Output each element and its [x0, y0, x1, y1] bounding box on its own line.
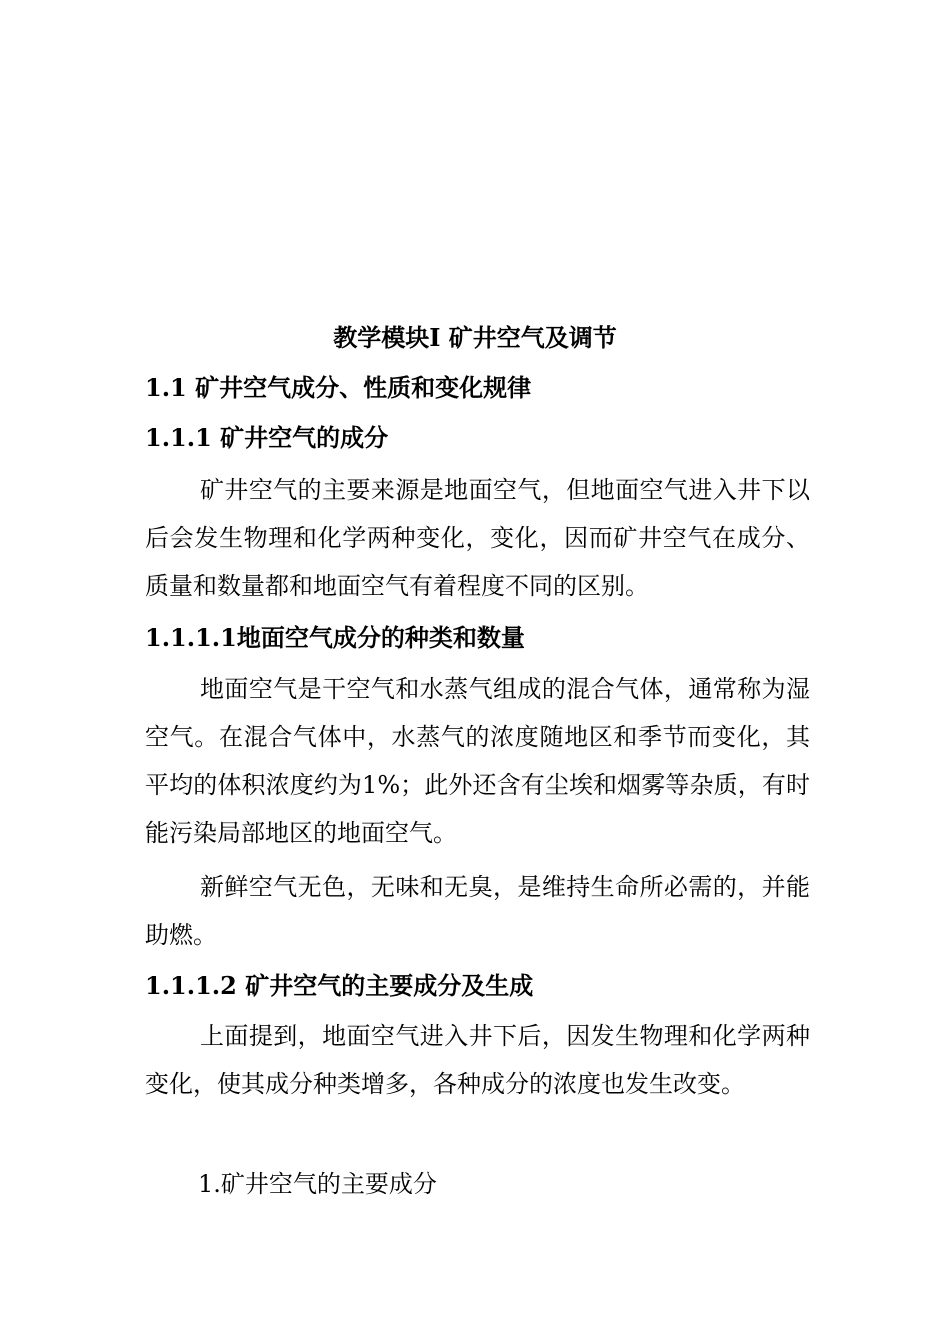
paragraph-4: 上面提到，地面空气进入井下后，因发生物理和化学两种变化，使其成分种类增多，各种成分的浓度也发生改变。: [145, 1022, 810, 1098]
section-heading-1-1: 1.1 矿井空气成分、性质和变化规律: [145, 373, 532, 402]
section-heading-1-1-1: 1.1.1 矿井空气的成分: [145, 423, 389, 452]
module-title: 教学模块Ⅰ 矿井空气及调节: [333, 323, 617, 352]
paragraph-2: 地面空气是干空气和水蒸气组成的混合气体，通常称为湿空气。在混合气体中，水蒸气的浓度随地区和季节而变化，其平均的体积浓度约为1%；此外还含有尘埃和烟雾等杂质，有时能污染局部地区的地面空气。: [145, 675, 810, 847]
list-item-1: 1.矿井空气的主要成分: [198, 1170, 437, 1198]
paragraph-3: 新鲜空气无色，无味和无臭，是维持生命所必需的，并能助燃。: [145, 873, 810, 949]
paragraph-1: 矿井空气的主要来源是地面空气，但地面空气进入井下以后会发生物理和化学两种变化，变化，因而矿井空气在成分、质量和数量都和地面空气有着程度不同的区别。: [145, 476, 810, 600]
section-heading-1-1-1-2: 1.1.1.2 矿井空气的主要成分及生成: [145, 971, 534, 1000]
section-heading-1-1-1-1: 1.1.1.1地面空气成分的种类和数量: [145, 623, 525, 652]
